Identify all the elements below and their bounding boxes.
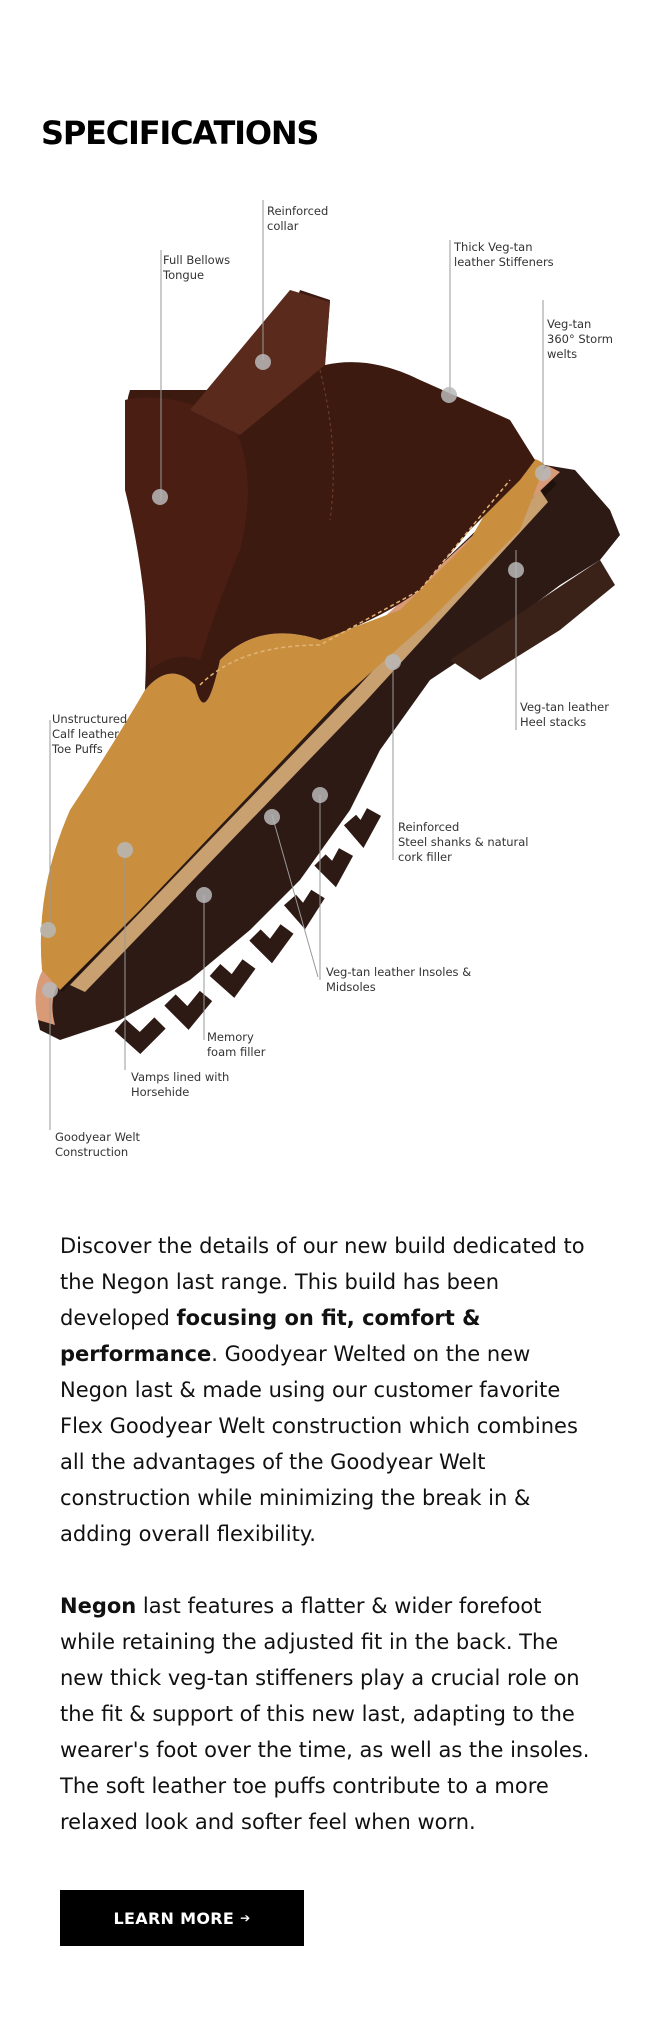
marker-toe-puffs — [40, 922, 56, 938]
marker-stiffeners — [441, 387, 457, 403]
learn-more-label: LEARN MORE — [113, 1908, 235, 1928]
marker-heel-stacks — [508, 562, 524, 578]
callout-steel-shanks: Reinforced Steel shanks & natural cork filler — [398, 820, 529, 864]
callout-insoles-midsoles: Veg-tan leather Insoles & Midsoles — [326, 965, 472, 994]
marker-vamps — [117, 842, 133, 858]
description-paragraph-1 — [60, 1228, 600, 1552]
marker-tongue — [152, 489, 168, 505]
callout-goodyear-welt: Goodyear Welt Construction — [55, 1130, 141, 1159]
marker-steel-shanks — [385, 654, 401, 670]
callout-full-bellows-tongue: Full Bellows Tongue — [163, 253, 231, 282]
description-paragraph-2 — [60, 1588, 600, 1840]
callout-memory-foam: Memory foam filler — [207, 1030, 266, 1059]
paragraph-1-emphasis: focusing on fit, comfort & performance — [60, 1306, 481, 1366]
callout-toe-puffs: Unstructured Calf leather Toe Puffs — [52, 712, 128, 756]
marker-memory-foam — [196, 887, 212, 903]
paragraph-1-text-a: Discover the details of our new build dedicated to the Negon last range. This build has been developed — [60, 1234, 585, 1330]
paragraph-2-text: last features a flatter & wider forefoot while retaining the adjusted fit in the back. The new thick veg-tan stiffeners play a crucial role on the fit & support of this new last, adapting to the wearer's foot over the time, as well as the insoles. The soft leather toe puffs contribute to a more relaxed look and softer feel when worn. — [60, 1594, 590, 1834]
callout-heel-stacks: Veg-tan leather Heel stacks — [520, 700, 609, 729]
arrow-right-icon: ➔ — [240, 1911, 251, 1925]
paragraph-1-text-b: . Goodyear Welted on the new Negon last & made using our customer favorite Flex Goodyear Welt construction which combines all the advantages of the Goodyear Welt construction while minimizing the break in & adding overall flexibility. — [60, 1342, 578, 1546]
callout-reinforced-collar: Reinforced collar — [267, 204, 329, 233]
learn-more-button[interactable] — [60, 1890, 304, 1946]
callout-storm-welts: Veg-tan 360° Storm welts — [547, 317, 613, 361]
section-title: SPECIFICATIONS — [41, 114, 319, 152]
marker-collar — [255, 354, 271, 370]
marker-storm-welts — [535, 465, 551, 481]
callout-vamps-lined: Vamps lined with Horsehide — [131, 1070, 230, 1099]
marker-midsoles — [264, 809, 280, 825]
paragraph-2-emphasis: Negon — [60, 1594, 137, 1618]
marker-insoles — [312, 787, 328, 803]
boot-cutaway-diagram — [0, 190, 648, 1180]
marker-goodyear — [42, 982, 58, 998]
callout-thick-veg-tan-stiffeners: Thick Veg-tan leather Stiffeners — [454, 240, 554, 269]
